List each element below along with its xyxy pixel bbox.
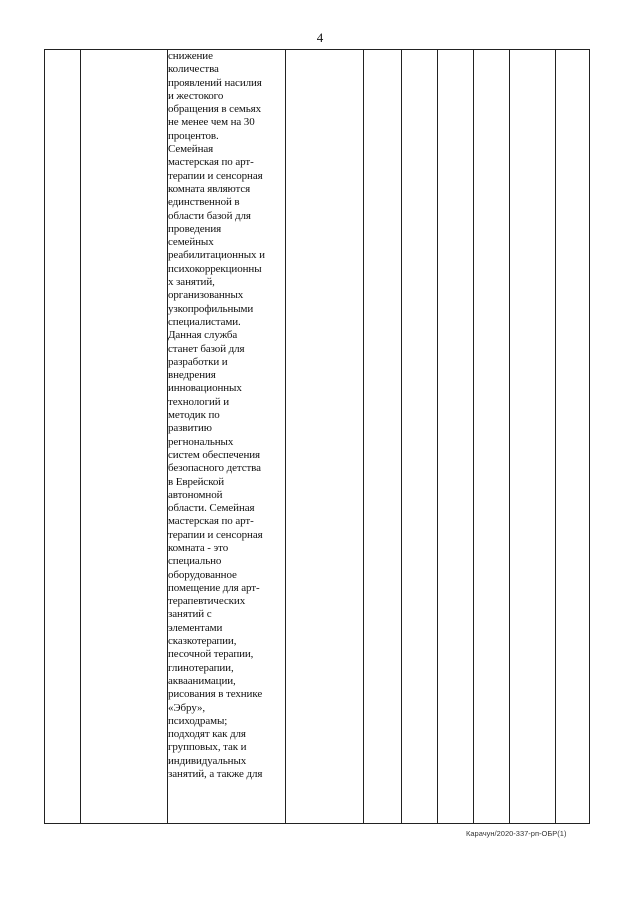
text-line: узкопрофильными [168, 302, 254, 315]
text-line: не менее чем на 30 [168, 116, 255, 129]
text-line: занятий, а также для [168, 768, 263, 781]
text-line: автономной [168, 488, 223, 501]
text-line: терапии и сенсорная [168, 528, 263, 541]
text-line: комната - это [168, 541, 229, 554]
table-cell-9 [510, 50, 556, 824]
text-line: групповых, так и [168, 741, 247, 754]
table-cell-8 [474, 50, 510, 824]
text-line: х занятий, [168, 276, 215, 289]
text-line: станет базой для [168, 342, 245, 355]
text-line: глинотерапии, [168, 661, 234, 674]
text-line: «Эбру», [168, 701, 206, 714]
text-line: терапии и сенсорная [168, 169, 263, 182]
text-line: семейных [168, 236, 214, 249]
text-line: обращения в семьях [168, 103, 261, 116]
text-line: помещение для арт- [168, 581, 260, 594]
text-line: Семейная [168, 143, 214, 156]
text-line: индивидуальных [168, 754, 247, 767]
text-line: занятий с [168, 608, 212, 621]
text-line: инновационных [168, 382, 242, 395]
text-line: безопасного детства [168, 462, 261, 475]
text-line: внедрения [168, 369, 216, 382]
table-cell-4 [286, 50, 364, 824]
text-line: комната являются [168, 182, 251, 195]
text-line: области базой для [168, 209, 251, 222]
table-row [45, 50, 590, 824]
text-line: специально [168, 555, 222, 568]
text-line: проведения [168, 222, 222, 235]
document-footer: Карачун/2020-337-рп-ОБР(1) [466, 829, 567, 838]
text-line: проявлений насилия [168, 76, 262, 89]
text-line: песочной терапии, [168, 648, 254, 661]
table-cell-10 [556, 50, 590, 824]
table-cell-2 [81, 50, 168, 824]
text-line: развитию [168, 422, 212, 435]
description-text [168, 50, 285, 781]
text-line: технологий и [168, 395, 229, 408]
text-line: снижение [168, 50, 213, 62]
text-line: количества [168, 63, 219, 76]
text-line: в Еврейской [168, 475, 225, 488]
table-cell-5 [364, 50, 402, 824]
text-line: подходят как для [168, 728, 246, 741]
text-line: специалистами. [168, 315, 241, 328]
table-cell-6 [402, 50, 438, 824]
text-line: области. Семейная [168, 502, 255, 515]
text-line: реабилитационных и [168, 249, 265, 262]
text-line: единственной в [168, 196, 240, 209]
text-line: методик по [168, 409, 220, 422]
text-line: акваанимации, [168, 674, 236, 687]
text-line: сказкотерапии, [168, 635, 237, 648]
text-line: психодрамы; [168, 714, 228, 727]
text-line: мастерская по арт- [168, 515, 254, 528]
text-line: мастерская по арт- [168, 156, 254, 169]
description-cell [168, 50, 286, 824]
table-cell-7 [438, 50, 474, 824]
text-line: процентов. [168, 129, 219, 142]
text-line: психокоррекционны [168, 262, 262, 275]
text-line: разработки и [168, 355, 228, 368]
page-number: 4 [316, 30, 324, 45]
text-line: регнональных [168, 435, 234, 448]
table-cell-1 [45, 50, 81, 824]
text-line: рисования в технике [168, 688, 263, 701]
main-table [44, 49, 590, 824]
text-line: организованных [168, 289, 244, 302]
text-line: систем обеспечения [168, 448, 260, 461]
text-line: терапевтических [168, 595, 246, 608]
text-line: элементами [168, 621, 223, 634]
text-line: Данная служба [168, 329, 238, 342]
text-line: оборудованное [168, 568, 237, 581]
text-line: и жестокого [168, 89, 224, 102]
